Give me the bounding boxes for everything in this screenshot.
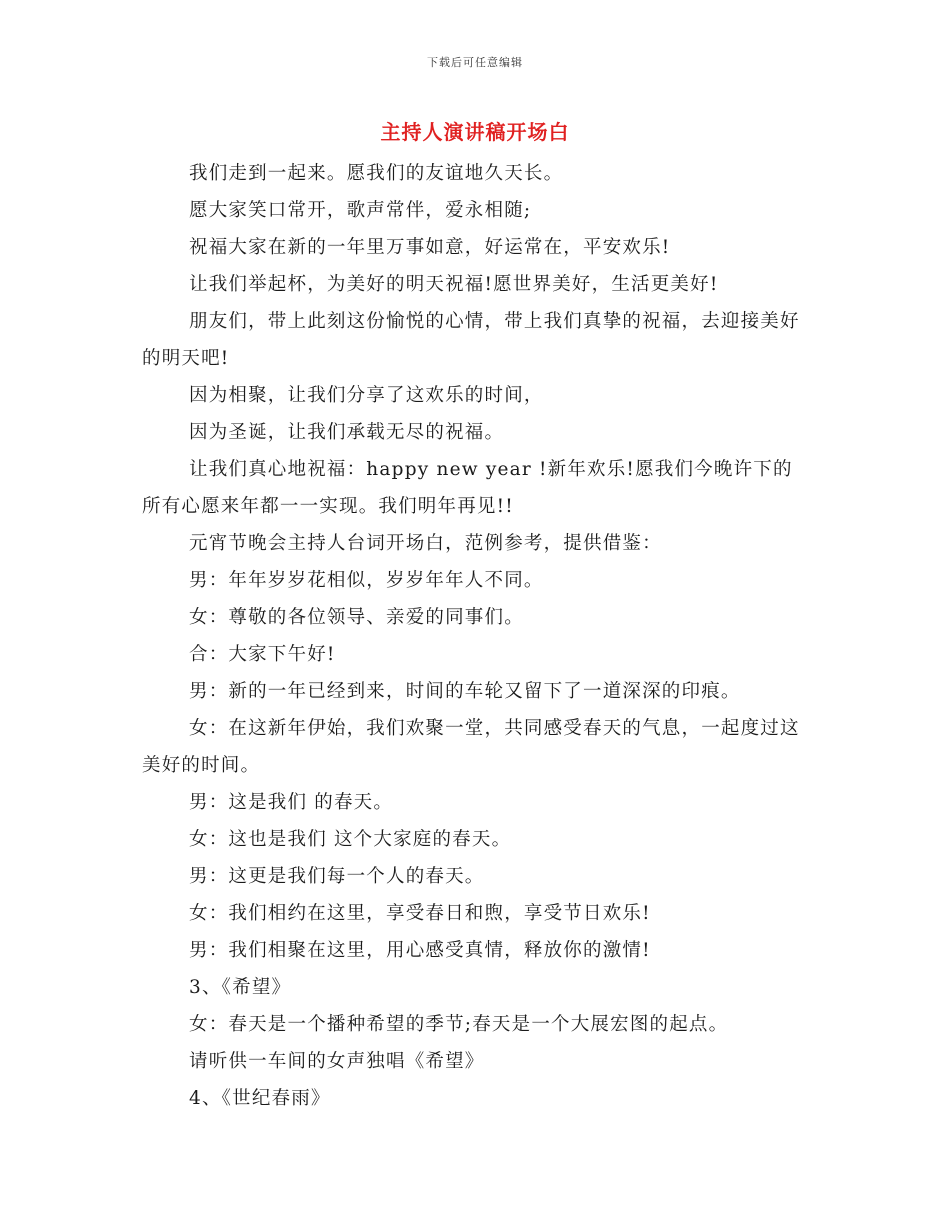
paragraph: 男：新的一年已经到来，时间的车轮又留下了一道深深的印痕。 bbox=[189, 681, 741, 702]
paragraph: 因为圣诞，让我们承载无尽的祝福。 bbox=[189, 422, 505, 443]
paragraph: 因为相聚，让我们分享了这欢乐的时间， bbox=[189, 385, 544, 406]
paragraph: 女：这也是我们 这个大家庭的春天。 bbox=[189, 829, 512, 850]
paragraph: 元宵节晚会主持人台词开场白，范例参考，提供借鉴： bbox=[189, 533, 662, 554]
paragraph: 愿大家笑口常开，歌声常伴，爱永相随; bbox=[189, 200, 532, 221]
paragraph: 合：大家下午好! bbox=[189, 644, 336, 665]
paragraph: 让我们真心地祝福：happy new year !新年欢乐!愿我们今晚许下的所有心愿来年都一一实现。我们明年再见!! bbox=[142, 459, 793, 517]
paragraph: 祝福大家在新的一年里万事如意，好运常在，平安欢乐! bbox=[189, 237, 671, 258]
paragraph: 让我们举起杯，为美好的明天祝福!愿世界美好，生活更美好! bbox=[189, 274, 719, 295]
document-body bbox=[142, 155, 808, 1117]
paragraph: 3、《希望》 bbox=[189, 977, 292, 998]
paragraph: 女：春天是一个播种希望的季节;春天是一个大展宏图的起点。 bbox=[189, 1014, 729, 1035]
paragraph: 女：在这新年伊始，我们欢聚一堂，共同感受春天的气息，一起度过这美好的时间。 bbox=[142, 718, 800, 776]
paragraph: 男：这更是我们每一个人的春天。 bbox=[189, 866, 485, 887]
paragraph: 男：我们相聚在这里，用心感受真情，释放你的激情! bbox=[189, 940, 651, 961]
paragraph: 女：尊敬的各位领导、亲爱的同事们。 bbox=[189, 607, 524, 628]
paragraph: 请听供一车间的女声独唱《希望》 bbox=[189, 1051, 485, 1072]
paragraph: 女：我们相约在这里，享受春日和煦，享受节日欢乐! bbox=[189, 903, 651, 924]
header-note: 下载后可任意编辑 bbox=[427, 56, 523, 69]
paragraph: 男：年年岁岁花相似，岁岁年年人不同。 bbox=[189, 570, 544, 591]
paragraph: 朋友们，带上此刻这份愉悦的心情，带上我们真挚的祝福，去迎接美好的明天吧! bbox=[142, 311, 800, 369]
paragraph: 男：这是我们 的春天。 bbox=[189, 792, 394, 813]
paragraph: 4、《世纪春雨》 bbox=[189, 1088, 331, 1109]
paragraph: 我们走到一起来。愿我们的友谊地久天长。 bbox=[189, 163, 564, 184]
document-title: 主持人演讲稿开场白 bbox=[380, 120, 570, 144]
